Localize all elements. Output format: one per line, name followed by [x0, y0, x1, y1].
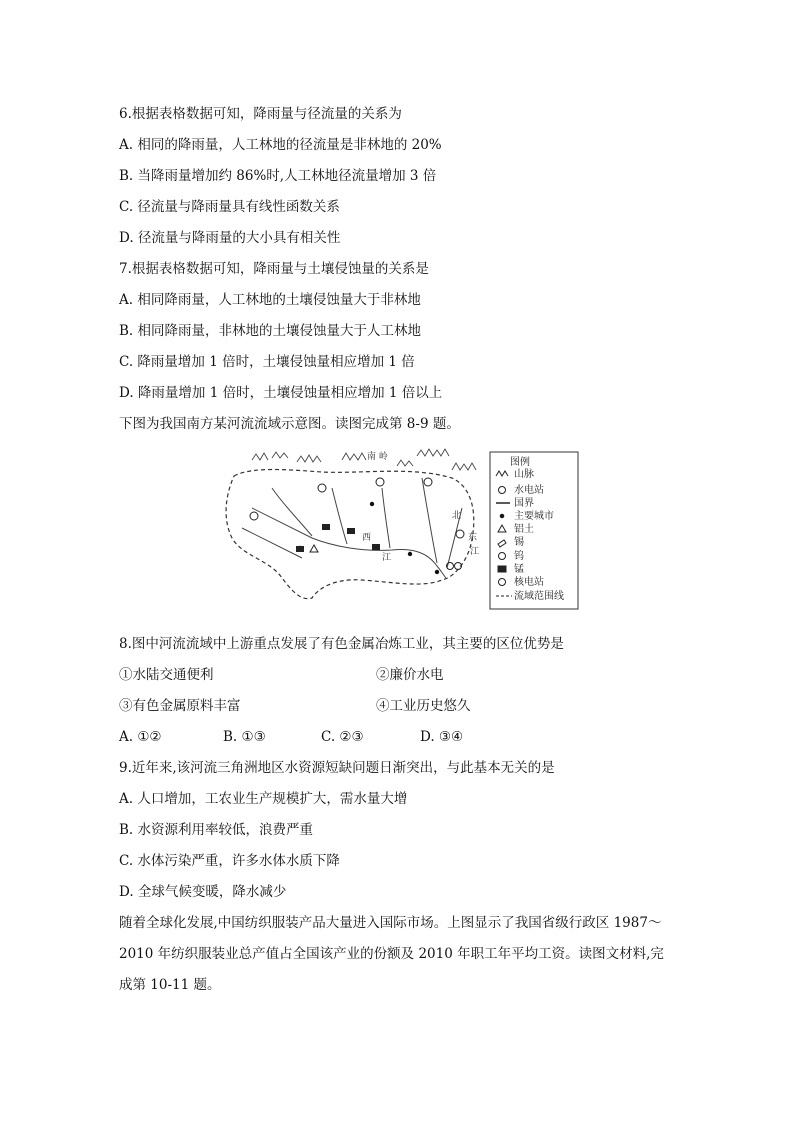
- legend-item-bauxite: 铝土: [514, 524, 534, 535]
- map-label-bei: 北: [452, 511, 462, 521]
- q8-option-d: D. ③④: [420, 729, 464, 745]
- legend-item-tin: 锡: [514, 537, 524, 548]
- basin-boundary: [226, 470, 474, 599]
- q9-option-b: B. 水资源利用率较低，浪费严重: [119, 822, 314, 838]
- map-label-jiang-1: 江: [382, 553, 392, 563]
- q8-option-c: C. ②③: [321, 729, 364, 745]
- q8-statement-1: ①水陆交通便利: [119, 667, 214, 683]
- mountain-icons: [252, 449, 476, 470]
- intro-10-11-line-2: 2010 年纺织服装业总产值占全国该产业的份额及 2010 年职工年平均工资。读图文材料,完: [119, 946, 664, 962]
- q6-option-d: D. 径流量与降雨量的大小具有相关性: [119, 230, 341, 246]
- q7-stem: 7.根据表格数据可知，降雨量与土壤侵蚀量的关系是: [119, 261, 429, 277]
- legend-item-manganese: 锰: [514, 564, 524, 575]
- legend-item-basin-line: 流域范围线: [514, 591, 564, 602]
- q7-option-a: A. 相同降雨量，人工林地的土壤侵蚀量大于非林地: [119, 292, 421, 308]
- q8-statement-2: ②廉价水电: [376, 667, 444, 683]
- legend-item-hydro: 水电站: [514, 485, 544, 496]
- river-basin-map: [212, 448, 584, 613]
- q9-option-a: A. 人口增加，工农业生产规模扩大，需水量大增: [119, 791, 408, 807]
- q9-option-c: C. 水体污染严重，许多水体水质下降: [119, 853, 340, 869]
- q7-option-b: B. 相同降雨量，非林地的土壤侵蚀量大于人工林地: [119, 323, 422, 339]
- map-label-jiang-2: 江: [470, 547, 480, 557]
- q8-stem: 8.图中河流流域中上游重点发展了有色金属冶炼工业，其主要的区位优势是: [119, 636, 564, 652]
- legend-item-city: 主要城市: [514, 511, 554, 522]
- q6-option-a: A. 相同的降雨量，人工林地的径流量是非林地的 20%: [119, 137, 442, 153]
- legend-item-nuclear: 核电站: [514, 577, 544, 588]
- legend-item-mountain: 山脉: [514, 469, 534, 480]
- map-label-xi: 西: [362, 533, 372, 543]
- map-label-mountain: 南 岭: [367, 452, 388, 462]
- intro-8-9: 下图为我国南方某河流流域示意图。读图完成第 8-9 题。: [119, 416, 460, 432]
- q8-statement-4: ④工业历史悠久: [376, 698, 471, 714]
- legend-item-border: 国界: [514, 498, 534, 509]
- q7-option-d: D. 降雨量增加 1 倍时，土壤侵蚀量相应增加 1 倍以上: [119, 385, 443, 401]
- q6-option-b: B. 当降雨量增加约 86%时,人工林地径流量增加 3 倍: [119, 168, 437, 184]
- legend-item-tungsten: 钨: [514, 551, 524, 562]
- q6-option-c: C. 径流量与降雨量具有线性函数关系: [119, 199, 340, 215]
- hydro-stations: [250, 478, 464, 538]
- intro-10-11-line-1: 随着全球化发展,中国纺织服装产品大量进入国际市场。上图显示了我国省级行政区 1987～: [119, 915, 662, 931]
- q8-statement-3: ③有色金属原料丰富: [119, 698, 241, 714]
- q7-option-c: C. 降雨量增加 1 倍时，土壤侵蚀量相应增加 1 倍: [119, 354, 415, 370]
- q6-stem: 6.根据表格数据可知，降雨量与径流量的关系为: [119, 106, 402, 122]
- q9-stem: 9.近年来,该河流三角洲地区水资源短缺问题日渐突出，与此基本无关的是: [119, 760, 555, 776]
- q9-option-d: D. 全球气候变暖，降水减少: [119, 884, 287, 900]
- q8-option-b: B. ①③: [223, 729, 266, 745]
- q8-option-a: A. ①②: [119, 729, 162, 745]
- intro-10-11-line-3: 成第 10-11 题。: [119, 977, 221, 993]
- map-label-dong: 东: [468, 533, 478, 543]
- legend-title: 图例: [510, 457, 530, 468]
